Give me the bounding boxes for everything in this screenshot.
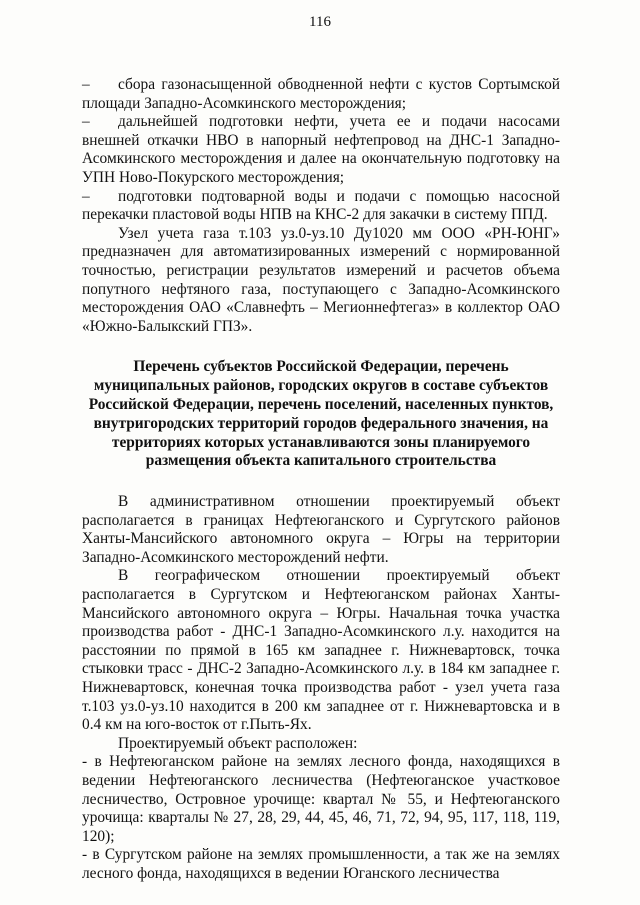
list-item: [82, 76, 560, 113]
dash-marker: –: [82, 187, 90, 205]
dash-marker: –: [82, 113, 90, 131]
list-item-text: подготовки подтоварной воды и подачи с помощью насосной перекачки пластовой воды НПВ на КНС-2 для закачки в систему ППД.: [82, 187, 560, 224]
list-item: [82, 113, 560, 187]
gas-meter-paragraph: Узел учета газа т.103 уз.0-уз.10 Ду1020 мм ООО «РН-ЮНГ» предназначен для автоматизированных измерений с нормированной точностью, регистрации результатов измерений и расчетов объема попутного нефтяного газа, поступающего с Западно-Асомкинского месторождения ОАО «Славнефть – Мегионнефтегаз» в коллектор ОАО «Южно-Балыкский ГПЗ».: [82, 224, 560, 335]
located-intro: Проектируемый объект расположен:: [118, 734, 358, 752]
document-body: [82, 76, 560, 884]
list-item-text: дальнейшей подготовки нефти, учета ее и подачи насосами внешней откачки НВО в напорный нефтепровод на ДНС-1 Западно-Асомкинского месторождения и далее на окончательную подготовку на УПН Ново-Покурского месторождения;: [82, 113, 560, 186]
location-bullet-surgut: - в Сургутском районе на землях промышленности, а так же на землях лесного фонда, находящихся в ведении Юганского лесничества: [82, 846, 560, 882]
list-item-text: сбора газонасыщенной обводненной нефти с кустов Сортымской площади Западно-Асомкинского месторождения;: [82, 76, 560, 112]
admin-location-paragraph: В административном отношении проектируемый объект располагается в границах Нефтеюганского и Сургутского районов Ханты-Мансийского автономного округа – Югры на территории Западно-Асомкинского месторождений нефти.: [82, 493, 560, 566]
location-bullet-neftyugansk: - в Нефтеюганском районе на землях лесного фонда, находящихся в ведении Нефтеюганского лесничества (Нефтеюганское участковое лесничество, Островное урочище: квартал № 55, и Нефтеюганского урочища: кварталы № 27, 28, 29, 44, 45, 46, 71, 72, 94, 95, 117, 118, 119, 120);: [82, 753, 560, 845]
section-heading: Перечень субъектов Российской Федерации, перечень муниципальных районов, городских округов в составе субъектов Российской Федерации, перечень поселений, населенных пунктов, внутригородских территорий городов федерального значения, на территориях которых устанавливаются зоны планируемого размещения объекта капитального строительства: [88, 358, 554, 470]
list-item: [82, 188, 560, 225]
geo-location-paragraph: В географическом отношении проектируемый объект располагается в Сургутском и Нефтеюганском районах Ханты-Мансийского автономного округа – Югры. Начальная точка участка производства работ - ДНС-1 Западно-Асомкинского л.у. находится на расстоянии по прямой в 165 км западнее г. Нижневартовск, точка стыковки трасс - ДНС-2 Западно-Асомкинского л.у. в 184 км западнее г. Нижневартовск, конечная точка производства работ - узел учета газа т.103 уз.0-уз.10 находится в 200 км западнее от г. Нижневартовска и в 0.4 км на юго-восток от г.Пыть-Ях.: [82, 567, 560, 734]
dash-marker: –: [82, 76, 90, 93]
page-number: 116: [309, 14, 331, 30]
